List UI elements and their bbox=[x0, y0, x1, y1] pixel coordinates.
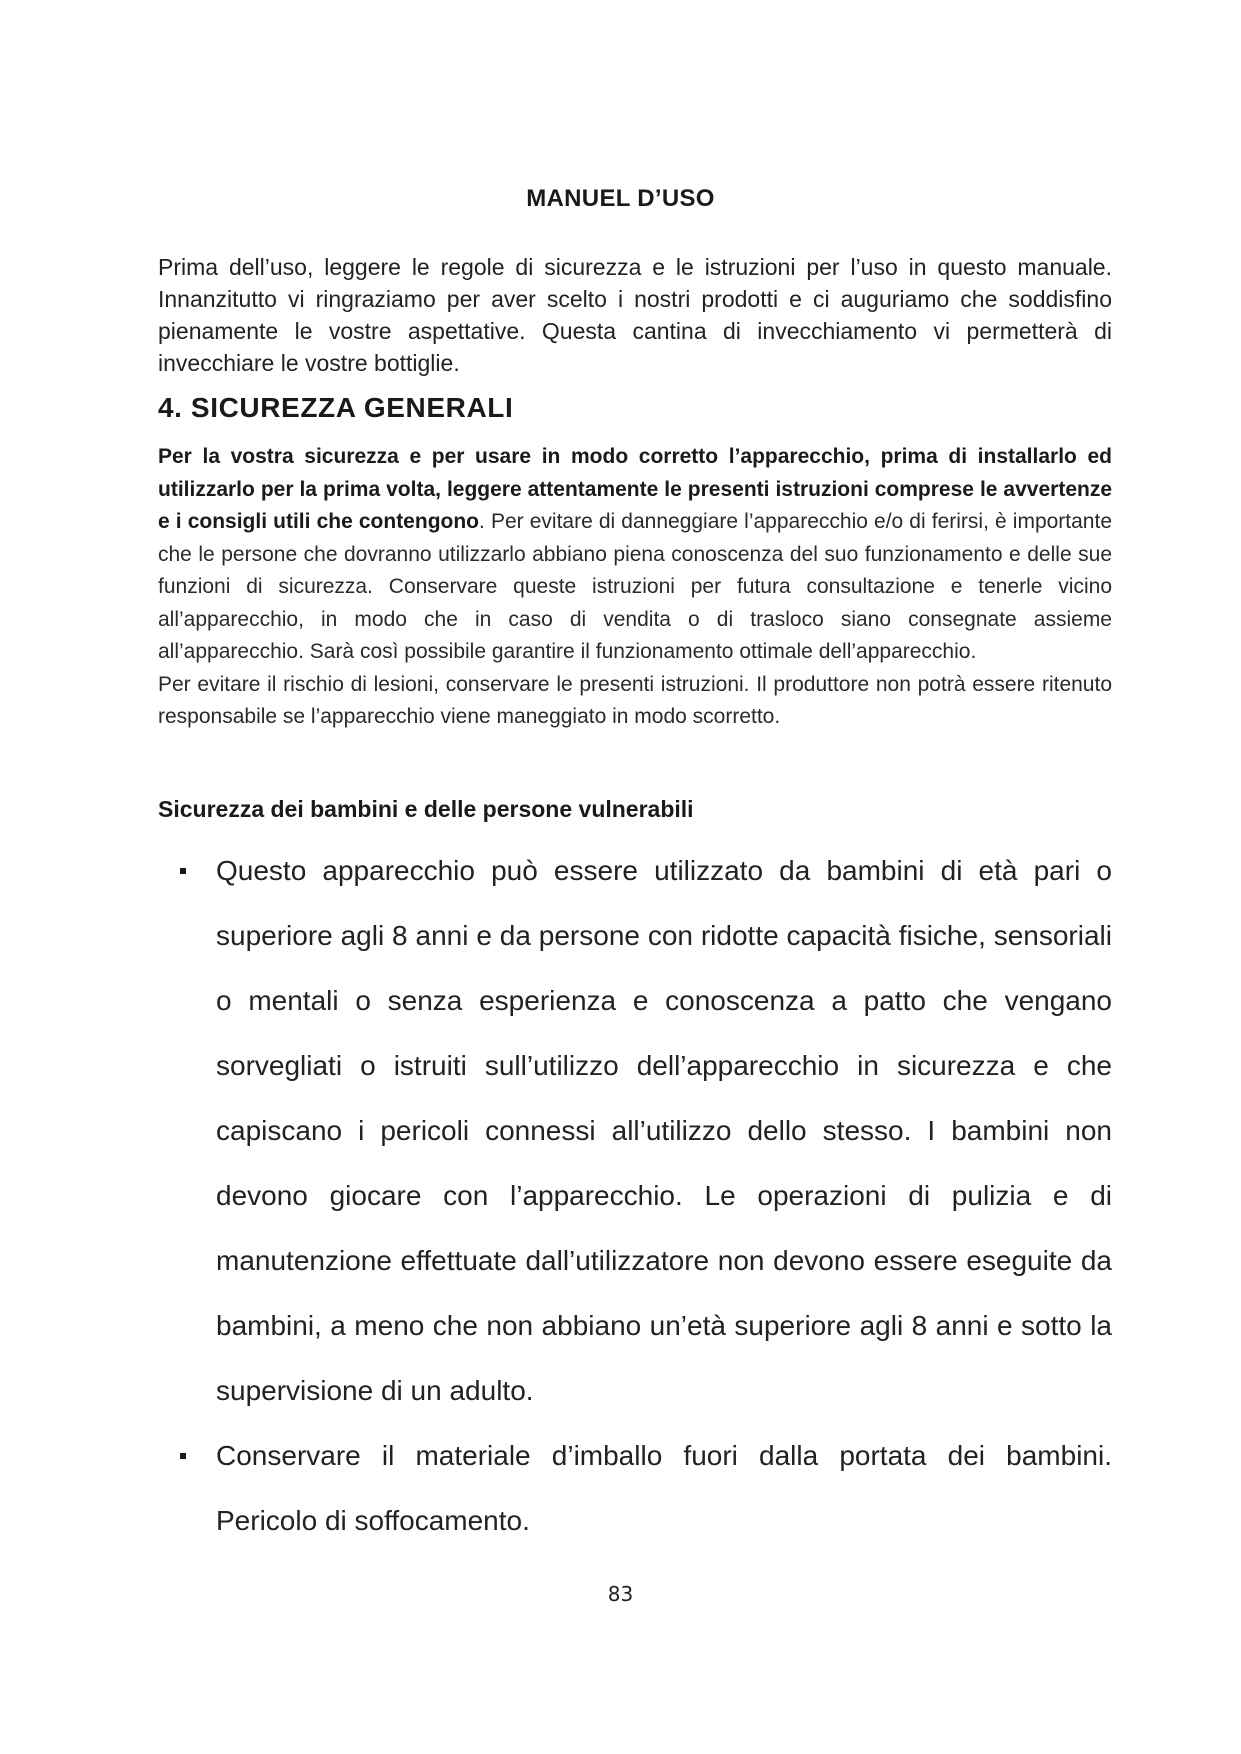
safety-paragraph-1 bbox=[158, 441, 1112, 669]
square-bullet-icon bbox=[180, 1453, 186, 1459]
list-item-text: Questo apparecchio può essere utilizzato da bambini di età pari o superiore agli 8 anni e da persone con ridotte capacità fisiche, sensoriali o mentali o senza esperienza e conoscenza a patto che vengano sorvegliati o istruiti sull’utilizzo dell’apparecchio in sicurezza e che capiscano i pericoli connessi all’utilizzo dello stesso. I bambini non devono giocare con l’apparecchio. Le operazioni di pulizia e di manutenzione effettuate dall’utilizzatore non devono essere eseguite da bambini, a meno che non abbiano un’età superiore agli 8 anni e sotto la supervisione di un adulto. bbox=[216, 855, 1112, 1406]
safety-paragraph-2: Per evitare il rischio di lesioni, conservare le presenti istruzioni. Il produttore non potrà essere ritenuto responsabile se l’apparecchio viene maneggiato in modo scorretto. bbox=[158, 672, 1112, 728]
square-bullet-icon bbox=[180, 868, 186, 874]
page-number: 83 bbox=[607, 1582, 634, 1606]
list-item bbox=[158, 1423, 1112, 1553]
children-safety-list bbox=[158, 838, 1112, 1553]
safety-body bbox=[158, 441, 1112, 734]
list-item-text: Conservare il materiale d’imballo fuori dalla portata dei bambini. Pericolo di soffocamento. bbox=[216, 1440, 1112, 1536]
manual-title: MANUEL D’USO bbox=[526, 185, 715, 212]
section-heading: 4. SICUREZZA GENERALI bbox=[158, 392, 514, 423]
children-safety-subheading: Sicurezza dei bambini e delle persone vulnerabili bbox=[158, 796, 694, 822]
list-item bbox=[158, 838, 1112, 1423]
safety-bold-lead: Per la vostra sicurezza e per usare in modo corretto l’apparecchio, prima di installarlo ed utilizzarlo per la prima volta, leggere attentamente le presenti istruzioni comprese le avvertenze e i consigli utili che contengono bbox=[158, 445, 1112, 533]
safety-paragraph-1-rest: . Per evitare di danneggiare l’apparecchio e/o di ferirsi, è importante che le persone che dovranno utilizzarlo abbiano piena conoscenza del suo funzionamento e delle sue funzioni di sicurezza. Conservare queste istruzioni per futura consultazione e tenerle vicino all’apparecchio, in modo che in caso di vendita o di trasloco siano consegnate assieme all’apparecchio. Sarà così possibile garantire il funzionamento ottimale dell’apparecchio. bbox=[158, 510, 1112, 663]
intro-paragraph: Prima dell’uso, leggere le regole di sicurezza e le istruzioni per l’uso in questo manuale. Innanzitutto vi ringraziamo per aver scelto i nostri prodotti e ci auguriamo che soddisfino pienamente le vostre aspettative. Questa cantina di invecchiamento vi permetterà di invecchiare le vostre bottiglie. bbox=[158, 254, 1112, 376]
